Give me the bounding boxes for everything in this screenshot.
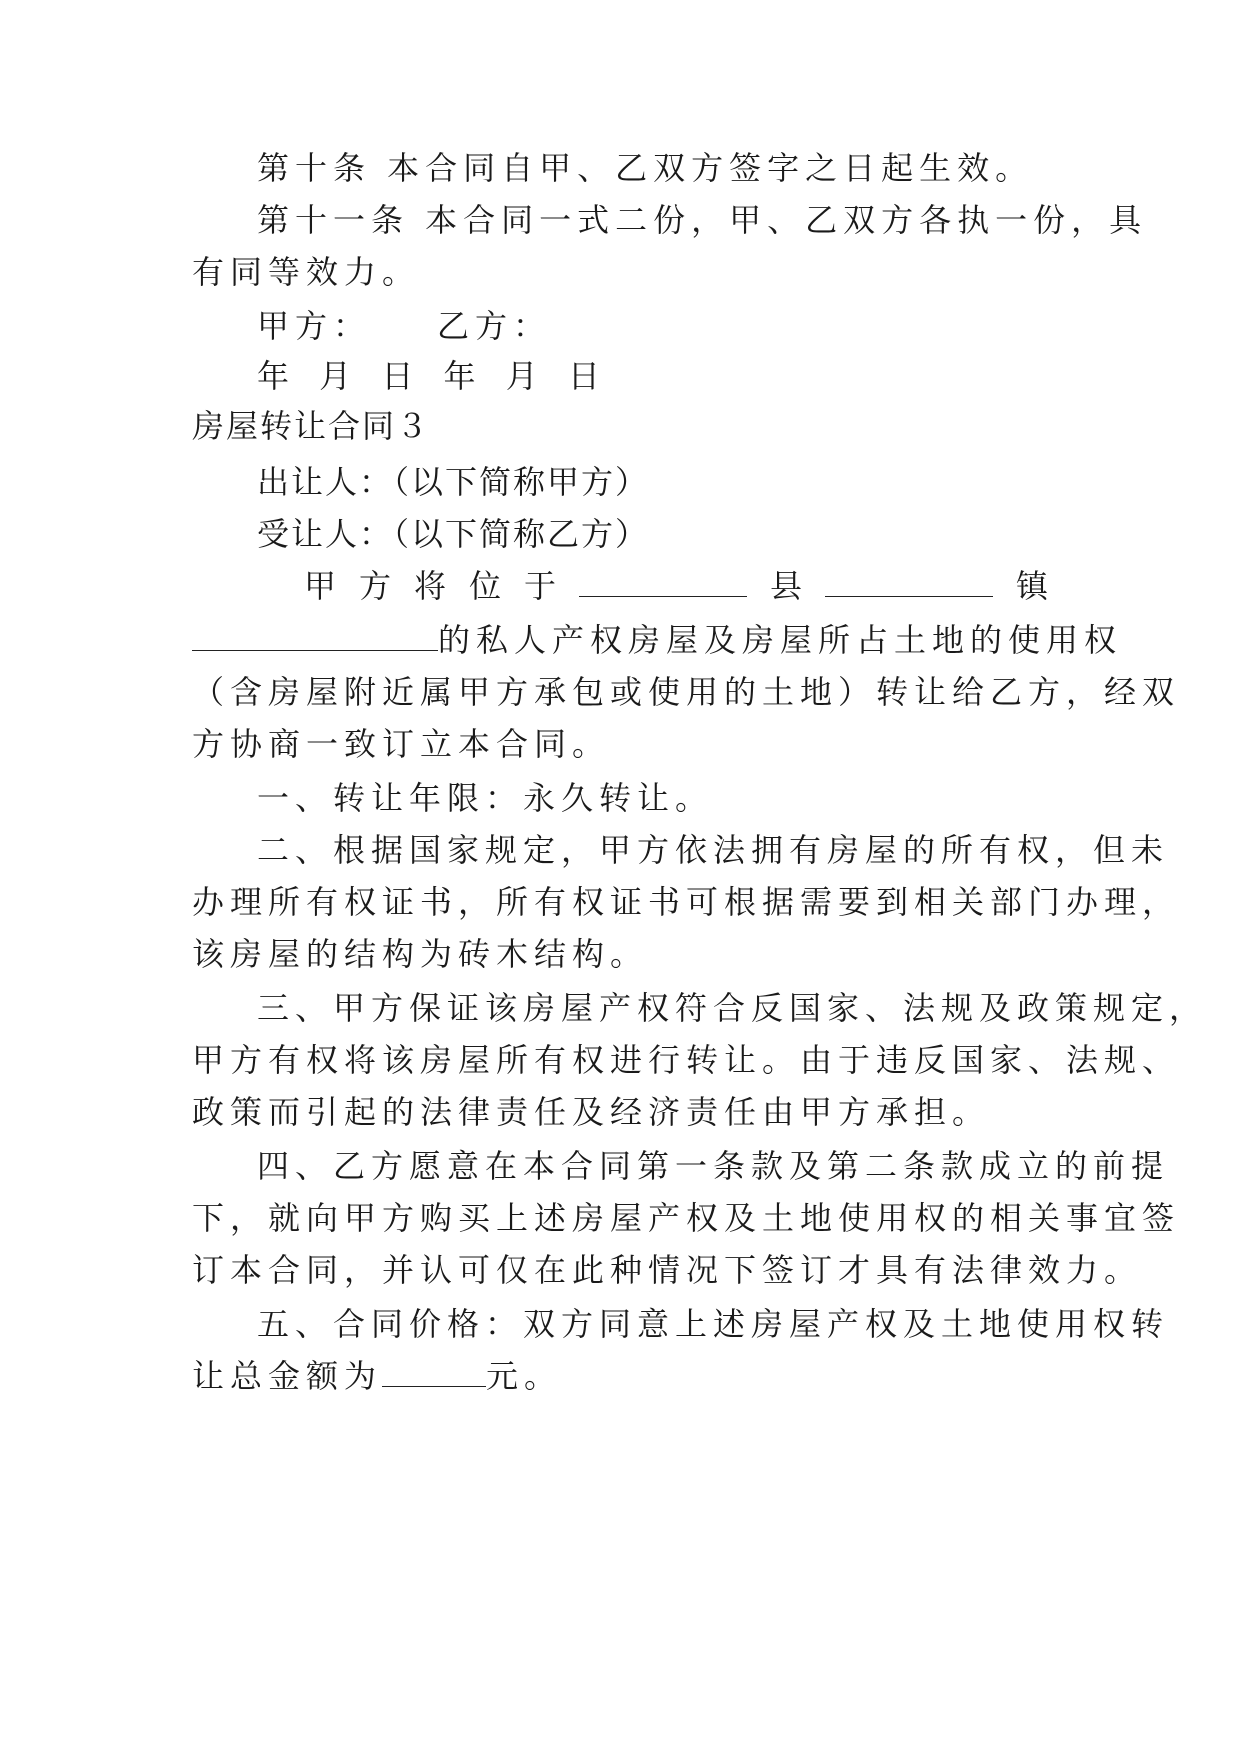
intro-line-2: 的私人产权房屋及房屋所占土地的使用权 <box>192 620 1052 660</box>
intro-char-5: 于 <box>524 567 557 605</box>
item-4-line-1: 四、乙方愿意在本合同第一条款及第二条款成立的前提 <box>257 1147 1170 1185</box>
intro-line-3: （含房屋附近属甲方承包或使用的土地）转让给乙方，经双 <box>192 673 1181 711</box>
price-blank <box>382 1358 486 1387</box>
article-11-line-1: 第十一条 本合同一式二份，甲、乙双方各执一份，具 <box>257 201 1148 239</box>
item-3-line-1: 三、甲方保证该房屋产权符合反国家、法规及政策规定， <box>257 989 1208 1027</box>
item-4-line-3: 订本合同，并认可仅在此种情况下签订才具有法律效力。 <box>192 1251 1143 1289</box>
item-1: 一、转让年限：永久转让。 <box>257 779 714 817</box>
item-4-line-2: 下，就向甲方购买上述房屋产权及土地使用权的相关事宜签 <box>192 1199 1181 1237</box>
location-blank <box>579 568 747 597</box>
transferor-line: 出让人：（以下简称甲方） <box>257 463 650 501</box>
address-blank <box>192 622 438 651</box>
item-3-line-3: 政策而引起的法律责任及经济责任由甲方承担。 <box>192 1093 991 1131</box>
item-2-line-1: 二、根据国家规定，甲方依法拥有房屋的所有权，但未 <box>257 831 1170 869</box>
article-11-line-2: 有同等效力。 <box>192 253 421 291</box>
intro-line-4: 方协商一致订立本合同。 <box>192 725 611 763</box>
item-5-line-2: 让总金额为 元。 <box>192 1357 563 1395</box>
item-2-line-3: 该房屋的结构为砖木结构。 <box>192 935 649 973</box>
intro-char-2: 方 <box>359 567 392 605</box>
town-label: 镇 <box>1015 567 1048 605</box>
item-2-line-2: 办理所有权证书，所有权证书可根据需要到相关部门办理， <box>192 883 1181 921</box>
signature-parties <box>257 306 1117 346</box>
party-b-signature-label: 乙方： <box>437 307 552 345</box>
intro-char-4: 位 <box>469 567 502 605</box>
item-3-line-2: 甲方有权将该房屋所有权进行转让。由于违反国家、法规、 <box>192 1041 1181 1079</box>
signature-dates: 年 月 日 年 月 日 <box>257 357 606 395</box>
transferee-line: 受让人：（以下简称乙方） <box>257 515 650 553</box>
contract-title: 房屋转让合同３ <box>192 407 431 445</box>
county-blank <box>825 568 993 597</box>
intro-char-1: 甲 <box>304 567 337 605</box>
item-5-line-1: 五、合同价格：双方同意上述房屋产权及土地使用权转 <box>257 1305 1170 1343</box>
county-label: 县 <box>769 567 802 605</box>
intro-char-3: 将 <box>414 567 447 605</box>
party-a-signature-label: 甲方： <box>257 307 372 345</box>
intro-line-1 <box>304 566 1048 606</box>
article-10: 第十条 本合同自甲、乙双方签字之日起生效。 <box>257 149 1034 187</box>
